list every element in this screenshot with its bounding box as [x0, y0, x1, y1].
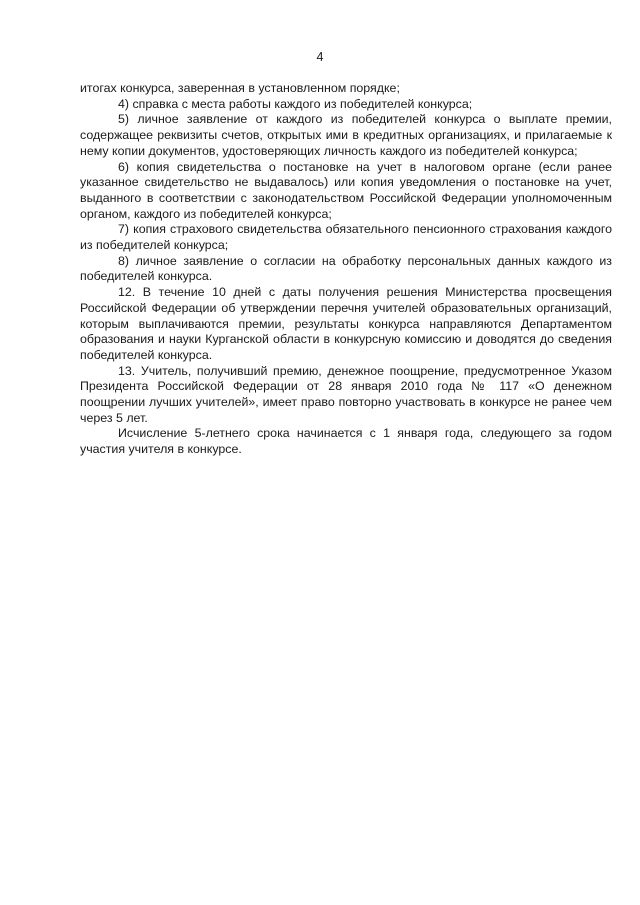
paragraph-clause-13: 13. Учитель, получивший премию, денежное поощрение, предусмотренное Указом Президента Российской Федерации от 28 января 2010 года № 117 «О денежном поощрении лучших учителей», имеет право повторно участвовать в конкурсе не ранее чем через 5 лет. [80, 363, 612, 425]
paragraph-item-8: 8) личное заявление о согласии на обработку персональных данных каждого из победителей конкурса. [80, 253, 612, 284]
paragraph-continuation: итогах конкурса, заверенная в установленном порядке; [80, 81, 400, 95]
paragraph-item-4: 4) справка с места работы каждого из победителей конкурса; [118, 96, 473, 111]
paragraph-item-6: 6) копия свидетельства о постановке на учет в налоговом органе (если ранее указанное свидетельство не выдавалось) или копия уведомления о постановке на учет, выданного в соответствии с законодательством Российской Федерации уполномоченным органом, каждого из победителей конкурса; [80, 159, 612, 221]
paragraph-term-calculation: Исчисление 5-летнего срока начинается с 1 января года, следующего за годом участия учителя в конкурсе. [80, 426, 612, 457]
paragraph-item-5: 5) личное заявление от каждого из победителей конкурса о выплате премии, содержащее реквизиты счетов, открытых ими в кредитных организациях, и прилагаемые к нему копии документов, удостоверяющих личность каждого из победителей конкурса; [80, 112, 612, 158]
document-body [80, 81, 612, 458]
page-number: 4 [316, 50, 324, 64]
paragraph-clause-12: 12. В течение 10 дней с даты получения решения Министерства просвещения Российской Федерации об утверждении перечня учителей образовательных организаций, которым выплачиваются премии, результаты конкурса направляются Департаментом образования и науки Курганской области в конкурсную комиссию и доводятся до сведения победителей конкурса. [80, 285, 612, 362]
paragraph-item-7: 7) копия страхового свидетельства обязательного пенсионного страхования каждого из победителей конкурса; [80, 222, 612, 253]
